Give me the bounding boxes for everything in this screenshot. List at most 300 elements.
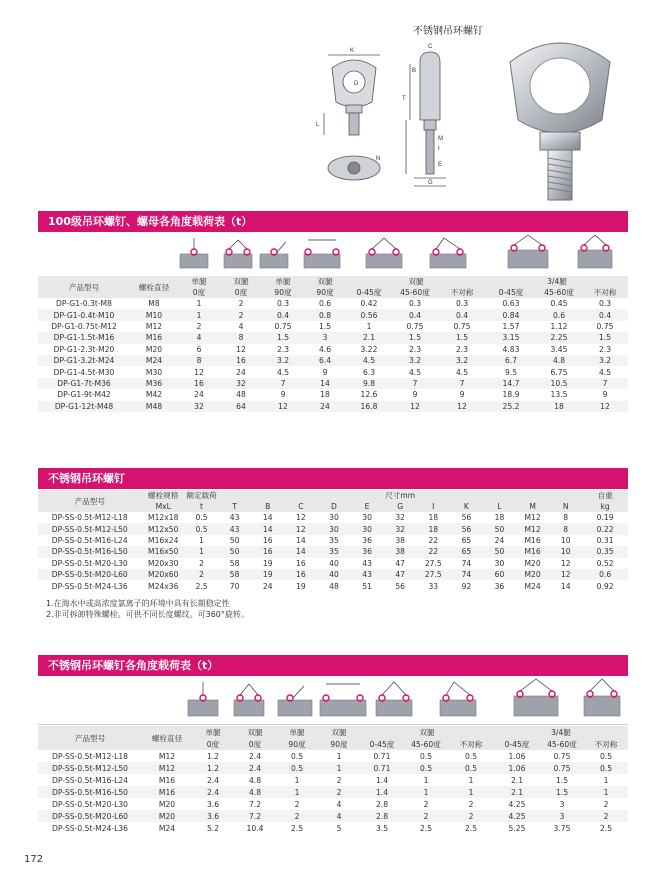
- col-subheader: 不对称: [438, 287, 486, 298]
- table-cell: 18: [428, 513, 439, 523]
- table-cell: 4.8: [248, 775, 262, 785]
- col-subheader: 0度: [220, 287, 262, 298]
- table-cell: 1.4: [375, 775, 389, 785]
- table-cell: 18: [417, 523, 450, 534]
- table-cell: 0.6: [582, 569, 628, 580]
- table-cell: M12: [158, 751, 176, 761]
- table-cell: 36: [362, 535, 372, 545]
- col-header: 双腿: [220, 276, 262, 287]
- col-subheader: N: [549, 501, 582, 512]
- table-row: [38, 546, 628, 557]
- table-cell: 48: [329, 581, 339, 591]
- table-cell: 13.5: [550, 390, 568, 400]
- table-cell: 2: [404, 810, 448, 822]
- table-cell: 43: [218, 523, 251, 534]
- table-cell: 2.5: [290, 823, 304, 833]
- table-cell: 50: [218, 546, 251, 557]
- col-subheader: B: [251, 501, 284, 512]
- model-cell: DP-G1-1.5t-M16: [38, 332, 130, 343]
- table-cell: 36: [494, 581, 505, 591]
- table-cell: 2.5: [464, 823, 478, 833]
- table-cell: 2.1: [494, 786, 540, 798]
- table-cell: 56: [395, 581, 406, 591]
- note-1: 1.在海水中或高浓度氯离子的环境中具有长期稳定性: [46, 599, 230, 608]
- table-cell: 4.5: [408, 367, 422, 377]
- model-cell: DP-SS-0.5t-M24-L36: [51, 581, 128, 591]
- table-cell: 0.6: [318, 299, 332, 309]
- table-cell: 18: [536, 401, 582, 412]
- col-header-bolt: 螺栓直径: [130, 276, 178, 298]
- table-cell: 2.5: [599, 823, 613, 833]
- table-cell: 1: [404, 786, 448, 798]
- table-cell: 0.5: [404, 762, 448, 774]
- col-subheader: 0度: [234, 738, 276, 750]
- table-cell: 4: [318, 810, 360, 822]
- col-header: 单腿: [262, 276, 304, 287]
- table-cell: 30: [329, 513, 339, 523]
- note-2: 2.非可拆卸特殊螺栓。可供不同长度螺纹。可360°旋转。: [46, 610, 249, 619]
- table-cell: 12: [296, 513, 306, 523]
- table-cell: 30: [351, 523, 384, 534]
- col-subheader: C: [284, 501, 317, 512]
- table-cell: M20: [524, 558, 541, 568]
- col-subheader: L: [483, 501, 516, 512]
- table-row: [38, 822, 628, 834]
- table-cell: 8: [220, 332, 262, 343]
- table-cell: 65: [450, 546, 483, 557]
- table-cell: M12x18: [148, 513, 179, 523]
- table-cell: 18: [494, 513, 505, 523]
- table-cell: 43: [351, 569, 384, 580]
- table-row: [38, 774, 628, 786]
- eyebolt-product-photo: [490, 28, 630, 206]
- table-cell: 2: [199, 558, 204, 568]
- table-cell: 18: [320, 390, 330, 400]
- table-cell: 19: [251, 569, 284, 580]
- table-cell: 43: [229, 513, 240, 523]
- table-cell: 9: [280, 390, 286, 400]
- model-cell: DP-G1-2.3t-M20: [53, 344, 115, 354]
- table-cell: M24: [130, 355, 178, 366]
- table-cell: 3.45: [550, 344, 568, 354]
- table-cell: 56: [461, 513, 472, 523]
- table-cell: 0.4: [582, 309, 628, 320]
- col-header-model: 产品型号: [38, 726, 142, 750]
- dim-label-e: E: [438, 162, 443, 168]
- table-cell: 14: [296, 535, 306, 545]
- table-cell: 8: [178, 355, 220, 366]
- table-row: [38, 750, 628, 762]
- table-cell: 1: [468, 775, 474, 785]
- col-header: 双腿: [304, 276, 346, 287]
- dim-label-l: L: [316, 122, 320, 128]
- table-cell: 1: [603, 775, 609, 785]
- table-cell: 0.5: [599, 751, 613, 761]
- col-subheader: MxL: [142, 501, 185, 512]
- table-cell: 24: [304, 401, 346, 412]
- table-cell: 56: [450, 523, 483, 534]
- dim-label-c: C: [428, 44, 433, 50]
- table-row: [38, 389, 628, 400]
- table-cell: 0.19: [596, 513, 614, 523]
- table-cell: 0.75: [540, 762, 584, 774]
- table-cell: 0.5: [464, 751, 478, 761]
- model-cell: DP-G1-3.2t-M24: [38, 355, 130, 366]
- sling-diagram-icons: [38, 676, 628, 724]
- model-cell: DP-SS-0.5t-M20-L60: [38, 569, 142, 580]
- figure-caption: 不锈钢吊环螺钉: [413, 26, 483, 37]
- col-header-rated-load: 额定载荷: [186, 491, 217, 500]
- table-cell: 1: [336, 751, 342, 761]
- table-cell: 1.5: [438, 332, 486, 343]
- table-cell: 3.6: [206, 799, 220, 809]
- table-cell: 43: [362, 558, 372, 568]
- table-cell: 12: [560, 558, 571, 568]
- col-header: 双腿: [234, 726, 276, 738]
- table-cell: 2: [423, 799, 429, 809]
- table-cell: 0.8: [304, 309, 346, 320]
- table-cell: 3.2: [262, 355, 304, 366]
- table-cell: 38: [384, 546, 417, 557]
- table-cell: 0.3: [455, 299, 469, 309]
- col-subheader: D: [317, 501, 350, 512]
- table-cell: 0.71: [373, 751, 391, 761]
- table-cell: 2: [276, 810, 318, 822]
- table-cell: 1.5: [318, 321, 332, 331]
- section1-load-table: [38, 276, 628, 412]
- model-cell: DP-SS-0.5t-M12-L50: [38, 762, 142, 774]
- table-cell: 36: [351, 546, 384, 557]
- table-cell: 9: [602, 390, 608, 400]
- table-cell: 3: [304, 332, 346, 343]
- model-cell: DP-SS-0.5t-M16-L24: [51, 775, 129, 785]
- table-cell: 0.56: [346, 309, 392, 320]
- model-cell: DP-G1-4.5t-M30: [53, 367, 115, 377]
- table-cell: 1.5: [392, 332, 438, 343]
- table-cell: 3.22: [360, 344, 378, 354]
- table-cell: 12: [262, 401, 304, 412]
- table-cell: 4: [178, 332, 220, 343]
- table-cell: 12: [549, 569, 582, 580]
- model-cell: DP-SS-0.5t-M20-L60: [38, 810, 142, 822]
- table-cell: 14.7: [486, 378, 536, 389]
- table-cell: 8: [549, 523, 582, 534]
- table-cell: 30: [317, 523, 350, 534]
- table-cell: M30: [145, 367, 163, 377]
- table-cell: 2.5: [419, 823, 433, 833]
- section3-title: 不锈钢吊环螺钉各角度载荷表（t）: [38, 655, 628, 676]
- table-cell: 1: [294, 775, 300, 785]
- table-cell: 0.5: [276, 762, 318, 774]
- col-subheader: 90度: [262, 287, 304, 298]
- table-cell: 7: [582, 378, 628, 389]
- table-cell: M16x50: [142, 546, 185, 557]
- table-cell: 47: [395, 558, 406, 568]
- table-cell: 40: [329, 558, 339, 568]
- section1-title: 100级吊环螺钉、螺母各角度载荷表（t）: [38, 211, 628, 232]
- model-cell: DP-SS-0.5t-M16-L50: [38, 546, 142, 557]
- table-cell: 22: [428, 535, 439, 545]
- table-cell: 0.3: [276, 299, 290, 309]
- table-cell: 6.3: [362, 367, 376, 377]
- table-cell: 14: [251, 523, 284, 534]
- table-cell: 4.5: [598, 367, 612, 377]
- table-cell: 9: [322, 367, 328, 377]
- model-cell: DP-SS-0.5t-M16-L24: [51, 535, 128, 545]
- table-cell: 12.6: [360, 390, 378, 400]
- table-cell: 19: [296, 581, 306, 591]
- table-cell: 2: [185, 569, 218, 580]
- col-subheader: 45-60度: [392, 287, 438, 298]
- model-cell: DP-SS-0.5t-M24-L36: [51, 823, 129, 833]
- model-cell: DP-G1-7t-M36: [38, 378, 130, 389]
- model-cell: DP-SS-0.5t-M12-L50: [38, 523, 142, 534]
- table-cell: M48: [130, 401, 178, 412]
- table-cell: 9: [412, 390, 418, 400]
- model-cell: DP-G1-9t-M42: [57, 390, 111, 400]
- table-cell: 7.2: [248, 799, 262, 809]
- table-cell: 70: [229, 581, 240, 591]
- col-subheader: t: [185, 501, 218, 512]
- table-cell: 74: [461, 558, 472, 568]
- table-cell: 16.8: [346, 401, 392, 412]
- table-cell: 14: [560, 581, 571, 591]
- table-cell: 4.5: [276, 367, 290, 377]
- table-cell: 14: [304, 378, 346, 389]
- table-cell: 60: [483, 569, 516, 580]
- col-subheader: T: [218, 501, 251, 512]
- table-cell: 27.5: [417, 569, 450, 580]
- table-cell: 0.31: [596, 535, 614, 545]
- col-header-dims: 尺寸mm: [218, 490, 582, 501]
- model-cell: DP-G1-0.75t-M12: [51, 321, 117, 331]
- table-cell: 2.3: [276, 344, 290, 354]
- table-cell: M16: [516, 546, 549, 557]
- section3-sling-icons: [38, 676, 628, 725]
- table-row: [38, 401, 628, 412]
- table-cell: 6.75: [550, 367, 568, 377]
- table-cell: 3: [540, 810, 584, 822]
- table-cell: 18.9: [502, 390, 520, 400]
- table-cell: 1: [584, 786, 628, 798]
- table-cell: 1.5: [540, 786, 584, 798]
- table-cell: 3: [559, 799, 565, 809]
- dim-label-b: B: [412, 68, 417, 74]
- table-cell: 0.75: [553, 751, 571, 761]
- table-cell: 3.2: [582, 355, 628, 366]
- table-cell: 2.4: [248, 751, 262, 761]
- table-cell: 0.84: [486, 309, 536, 320]
- col-subheader: 0-45度: [494, 738, 540, 750]
- col-subheader: 不对称: [584, 738, 628, 750]
- table-cell: M16: [142, 786, 192, 798]
- table-cell: 1: [178, 309, 220, 320]
- table-cell: 2: [603, 799, 609, 809]
- table-cell: 0.52: [596, 558, 614, 568]
- table-cell: 64: [220, 401, 262, 412]
- table-cell: 1.5: [262, 332, 304, 343]
- section3-load-table: [38, 726, 628, 834]
- table-cell: 8: [563, 513, 569, 523]
- table-cell: 2: [318, 786, 360, 798]
- table-row: [38, 580, 628, 591]
- table-cell: 2.1: [346, 332, 392, 343]
- table-cell: 4: [336, 799, 342, 809]
- table-cell: 50: [229, 535, 240, 545]
- table-cell: 3.5: [375, 823, 389, 833]
- table-cell: M20: [158, 799, 176, 809]
- table-cell: 1.57: [502, 321, 520, 331]
- table-cell: M24: [158, 823, 176, 833]
- table-cell: M42: [145, 390, 163, 400]
- table-cell: 16: [284, 569, 317, 580]
- table-cell: 0.45: [550, 299, 568, 309]
- table-row: [38, 558, 628, 569]
- table-cell: 0.35: [582, 546, 628, 557]
- table-cell: M12: [524, 513, 541, 523]
- table-cell: 74: [450, 569, 483, 580]
- table-cell: 1.2: [192, 762, 234, 774]
- notes: [46, 598, 249, 620]
- table-cell: 2.3: [408, 344, 422, 354]
- table-cell: 1.5: [555, 775, 569, 785]
- table-cell: M12: [142, 762, 192, 774]
- table-cell: 12: [194, 367, 204, 377]
- table-cell: M36: [130, 378, 178, 389]
- section2-title: 不锈钢吊环螺钉: [38, 468, 628, 489]
- table-cell: 2.5: [195, 581, 208, 591]
- table-cell: 14: [262, 513, 273, 523]
- table-cell: 2: [336, 775, 342, 785]
- table-cell: 32: [220, 378, 262, 389]
- table-cell: 14: [284, 546, 317, 557]
- table-cell: M20x60: [142, 569, 185, 580]
- col-subheader: 90度: [318, 738, 360, 750]
- table-cell: 58: [229, 558, 240, 568]
- table-row: [38, 366, 628, 377]
- col-header-bolt: 螺栓直径: [142, 726, 192, 750]
- table-cell: 0.75: [596, 321, 614, 331]
- table-cell: 0.5: [185, 523, 218, 534]
- table-cell: 3.2: [438, 355, 486, 366]
- col-subheader: G: [384, 501, 417, 512]
- table-cell: M20x30: [148, 558, 179, 568]
- table-cell: 2: [238, 299, 244, 309]
- dim-label-k: K: [350, 48, 355, 54]
- eyebolt-technical-drawing: [310, 40, 470, 190]
- col-header-group: 3/4腿: [486, 276, 628, 287]
- table-cell: 22: [417, 546, 450, 557]
- table-cell: 30: [362, 513, 372, 523]
- dim-label-i: I: [438, 146, 440, 152]
- table-row: [38, 355, 628, 366]
- section1-sling-icons: [38, 232, 628, 277]
- table-cell: 35: [329, 535, 339, 545]
- col-header-model: 产品型号: [38, 490, 142, 512]
- table-cell: 1: [199, 535, 204, 545]
- table-cell: 1: [196, 299, 202, 309]
- table-cell: 0.5: [448, 762, 494, 774]
- table-cell: 1.2: [206, 751, 220, 761]
- col-subheader: 45-60度: [404, 738, 448, 750]
- table-row: [38, 512, 628, 523]
- col-header-bolt-spec: 螺栓规格: [142, 490, 185, 501]
- table-cell: M16: [158, 775, 176, 785]
- sling-diagram-icons: [38, 232, 628, 276]
- table-cell: 0.5: [195, 513, 208, 523]
- col-subheader: 不对称: [582, 287, 628, 298]
- table-cell: 0.4: [438, 309, 486, 320]
- table-cell: 35: [317, 546, 350, 557]
- table-cell: M24x36: [148, 581, 179, 591]
- table-cell: 16: [220, 355, 262, 366]
- table-cell: 0.22: [582, 523, 628, 534]
- table-cell: 2.3: [455, 344, 469, 354]
- table-cell: 2: [294, 799, 300, 809]
- table-cell: 24: [262, 581, 273, 591]
- table-cell: M16: [130, 332, 178, 343]
- table-cell: 2.8: [360, 810, 404, 822]
- table-cell: 1: [276, 786, 318, 798]
- table-cell: 58: [218, 569, 251, 580]
- col-subheader: 0度: [178, 287, 220, 298]
- table-row: [38, 344, 628, 355]
- table-cell: 6.7: [486, 355, 536, 366]
- table-cell: 4.5: [346, 355, 392, 366]
- table-cell: 2: [220, 309, 262, 320]
- table-cell: 25.2: [486, 401, 536, 412]
- table-cell: 50: [483, 546, 516, 557]
- table-cell: 4.8: [536, 355, 582, 366]
- table-row: [38, 535, 628, 546]
- table-cell: 9.5: [504, 367, 518, 377]
- col-subheader: kg: [582, 501, 628, 512]
- table-cell: 0.75: [453, 321, 471, 331]
- table-cell: 0.42: [360, 299, 378, 309]
- table-cell: 24: [236, 367, 246, 377]
- table-cell: 12: [438, 401, 486, 412]
- table-row: [38, 810, 628, 822]
- table-cell: 1: [448, 786, 494, 798]
- table-cell: M20: [142, 810, 192, 822]
- table-cell: 0.6: [536, 309, 582, 320]
- dim-label-m: M: [438, 136, 443, 142]
- col-header: 单腿: [178, 276, 220, 287]
- table-cell: M16: [524, 535, 541, 545]
- table-cell: 0.3: [598, 299, 612, 309]
- table-cell: 32: [384, 523, 417, 534]
- model-cell: DP-G1-0.4t-M10: [38, 309, 130, 320]
- table-cell: 2.3: [598, 344, 612, 354]
- table-cell: 92: [461, 581, 472, 591]
- table-cell: 10: [549, 546, 582, 557]
- col-header-weight: 自重: [582, 490, 628, 501]
- col-header-model: 产品型号: [38, 276, 130, 298]
- table-cell: M20: [516, 569, 549, 580]
- table-cell: 0.5: [290, 751, 304, 761]
- table-cell: 4.8: [234, 786, 276, 798]
- table-cell: 10.4: [246, 823, 264, 833]
- table-cell: 7: [262, 378, 304, 389]
- col-header: 单腿: [276, 726, 318, 738]
- table-cell: 10.5: [536, 378, 582, 389]
- table-cell: 38: [395, 535, 406, 545]
- table-cell: M12: [145, 321, 163, 331]
- table-cell: 1.12: [550, 321, 568, 331]
- table-cell: 0.75: [406, 321, 424, 331]
- table-cell: 2.4: [192, 786, 234, 798]
- table-cell: 24: [194, 390, 204, 400]
